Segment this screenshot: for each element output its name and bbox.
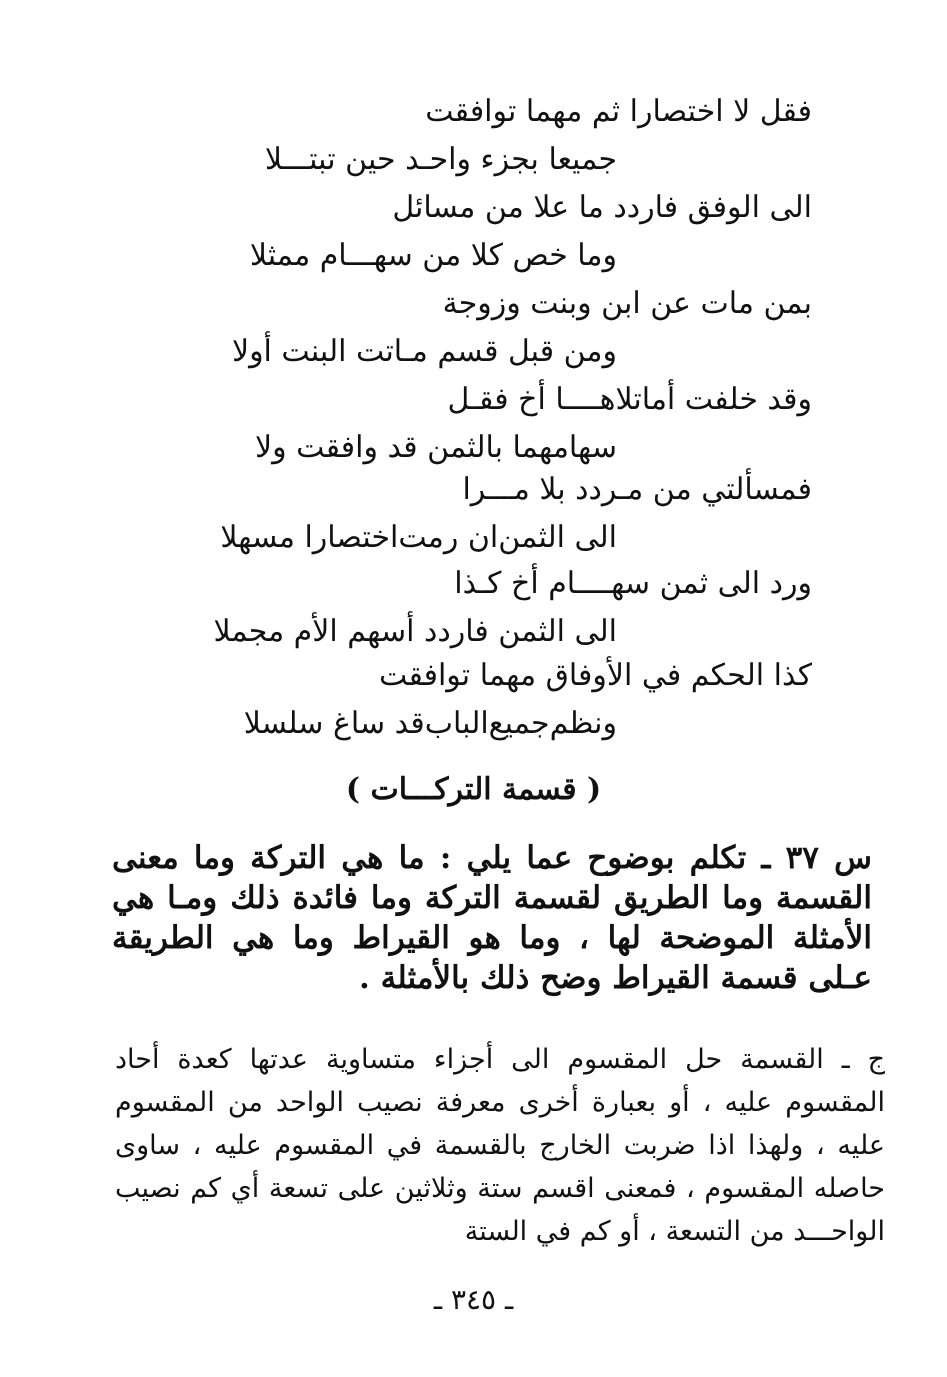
poem-line: ونظم‌جميع‌الباب‌قد ساغ سلسلا <box>243 706 617 741</box>
poem-line: بمن مات عن ابن وبنت وزوجة <box>442 286 812 321</box>
poem-line: الى الثمن فاردد أسهم الأم مجملا <box>213 614 617 649</box>
poem-line: جميعا بجزء واحـد حين تبتـــلا <box>264 142 617 177</box>
poem-line: فقل لا اختصارا ثم مهما توافقت <box>425 94 812 129</box>
section-heading: ( قسمة التركـــات ) <box>345 772 602 807</box>
poem-line: وقد خلفت أماتلاهــــا أخ فقـل <box>447 382 812 417</box>
answer-paragraph: ج ـ القسمة حل المقسوم الى أجزاء متساوية عدتها كعدة أحاد المقسوم عليه ، أو بعبارة أخرى معرفة نصيب الواحد من المقسوم عليه ، ولهذا اذا ضربت الخارج بالقسمة في المقسوم عليه ، ساوى حاصله المقسوم ، فمعنى اقسم ستة وثلاثين على تسعة أي كم نصيب الواحـــد من التسعة ، أو كم في الستة <box>115 1044 885 1247</box>
poem-line: ومن قبل قسم مـاتت البنت أولا <box>231 334 617 369</box>
poem-line: الى الثمن‌ان رمت‌اختصارا مسهلا <box>220 520 617 555</box>
poem-line: سهامهما بالثمن قد وافقت ولا <box>255 430 617 465</box>
poem-line: كذا الحكم في الأوفاق مهما توافقت <box>379 658 812 693</box>
poem-line: وما خص كلا من سهـــام ممثلا <box>249 238 617 273</box>
question-paragraph: س ٣٧ ـ تكلم بوضوح عما يلي : ما هي التركة وما معنى القسمة وما الطريق لقسمة التركة وما فائدة ذلك ومـا هي الأمثلة الموضحة لها ، وما هو القيراط وما هي الطريقة عـلى قسمة القيراط وضح ذلك بالأمثلة . <box>112 840 872 996</box>
page-number: ـ ٣٤٥ ـ <box>433 1283 514 1316</box>
poem-line: ورد الى ثمن سهــــام أخ كـذا <box>454 566 812 601</box>
poem-line: فمسألتي من مـردد بلا مـــرا <box>462 472 812 507</box>
poem-line: الى الوفق فاردد ما علا من مسائل <box>392 190 812 225</box>
